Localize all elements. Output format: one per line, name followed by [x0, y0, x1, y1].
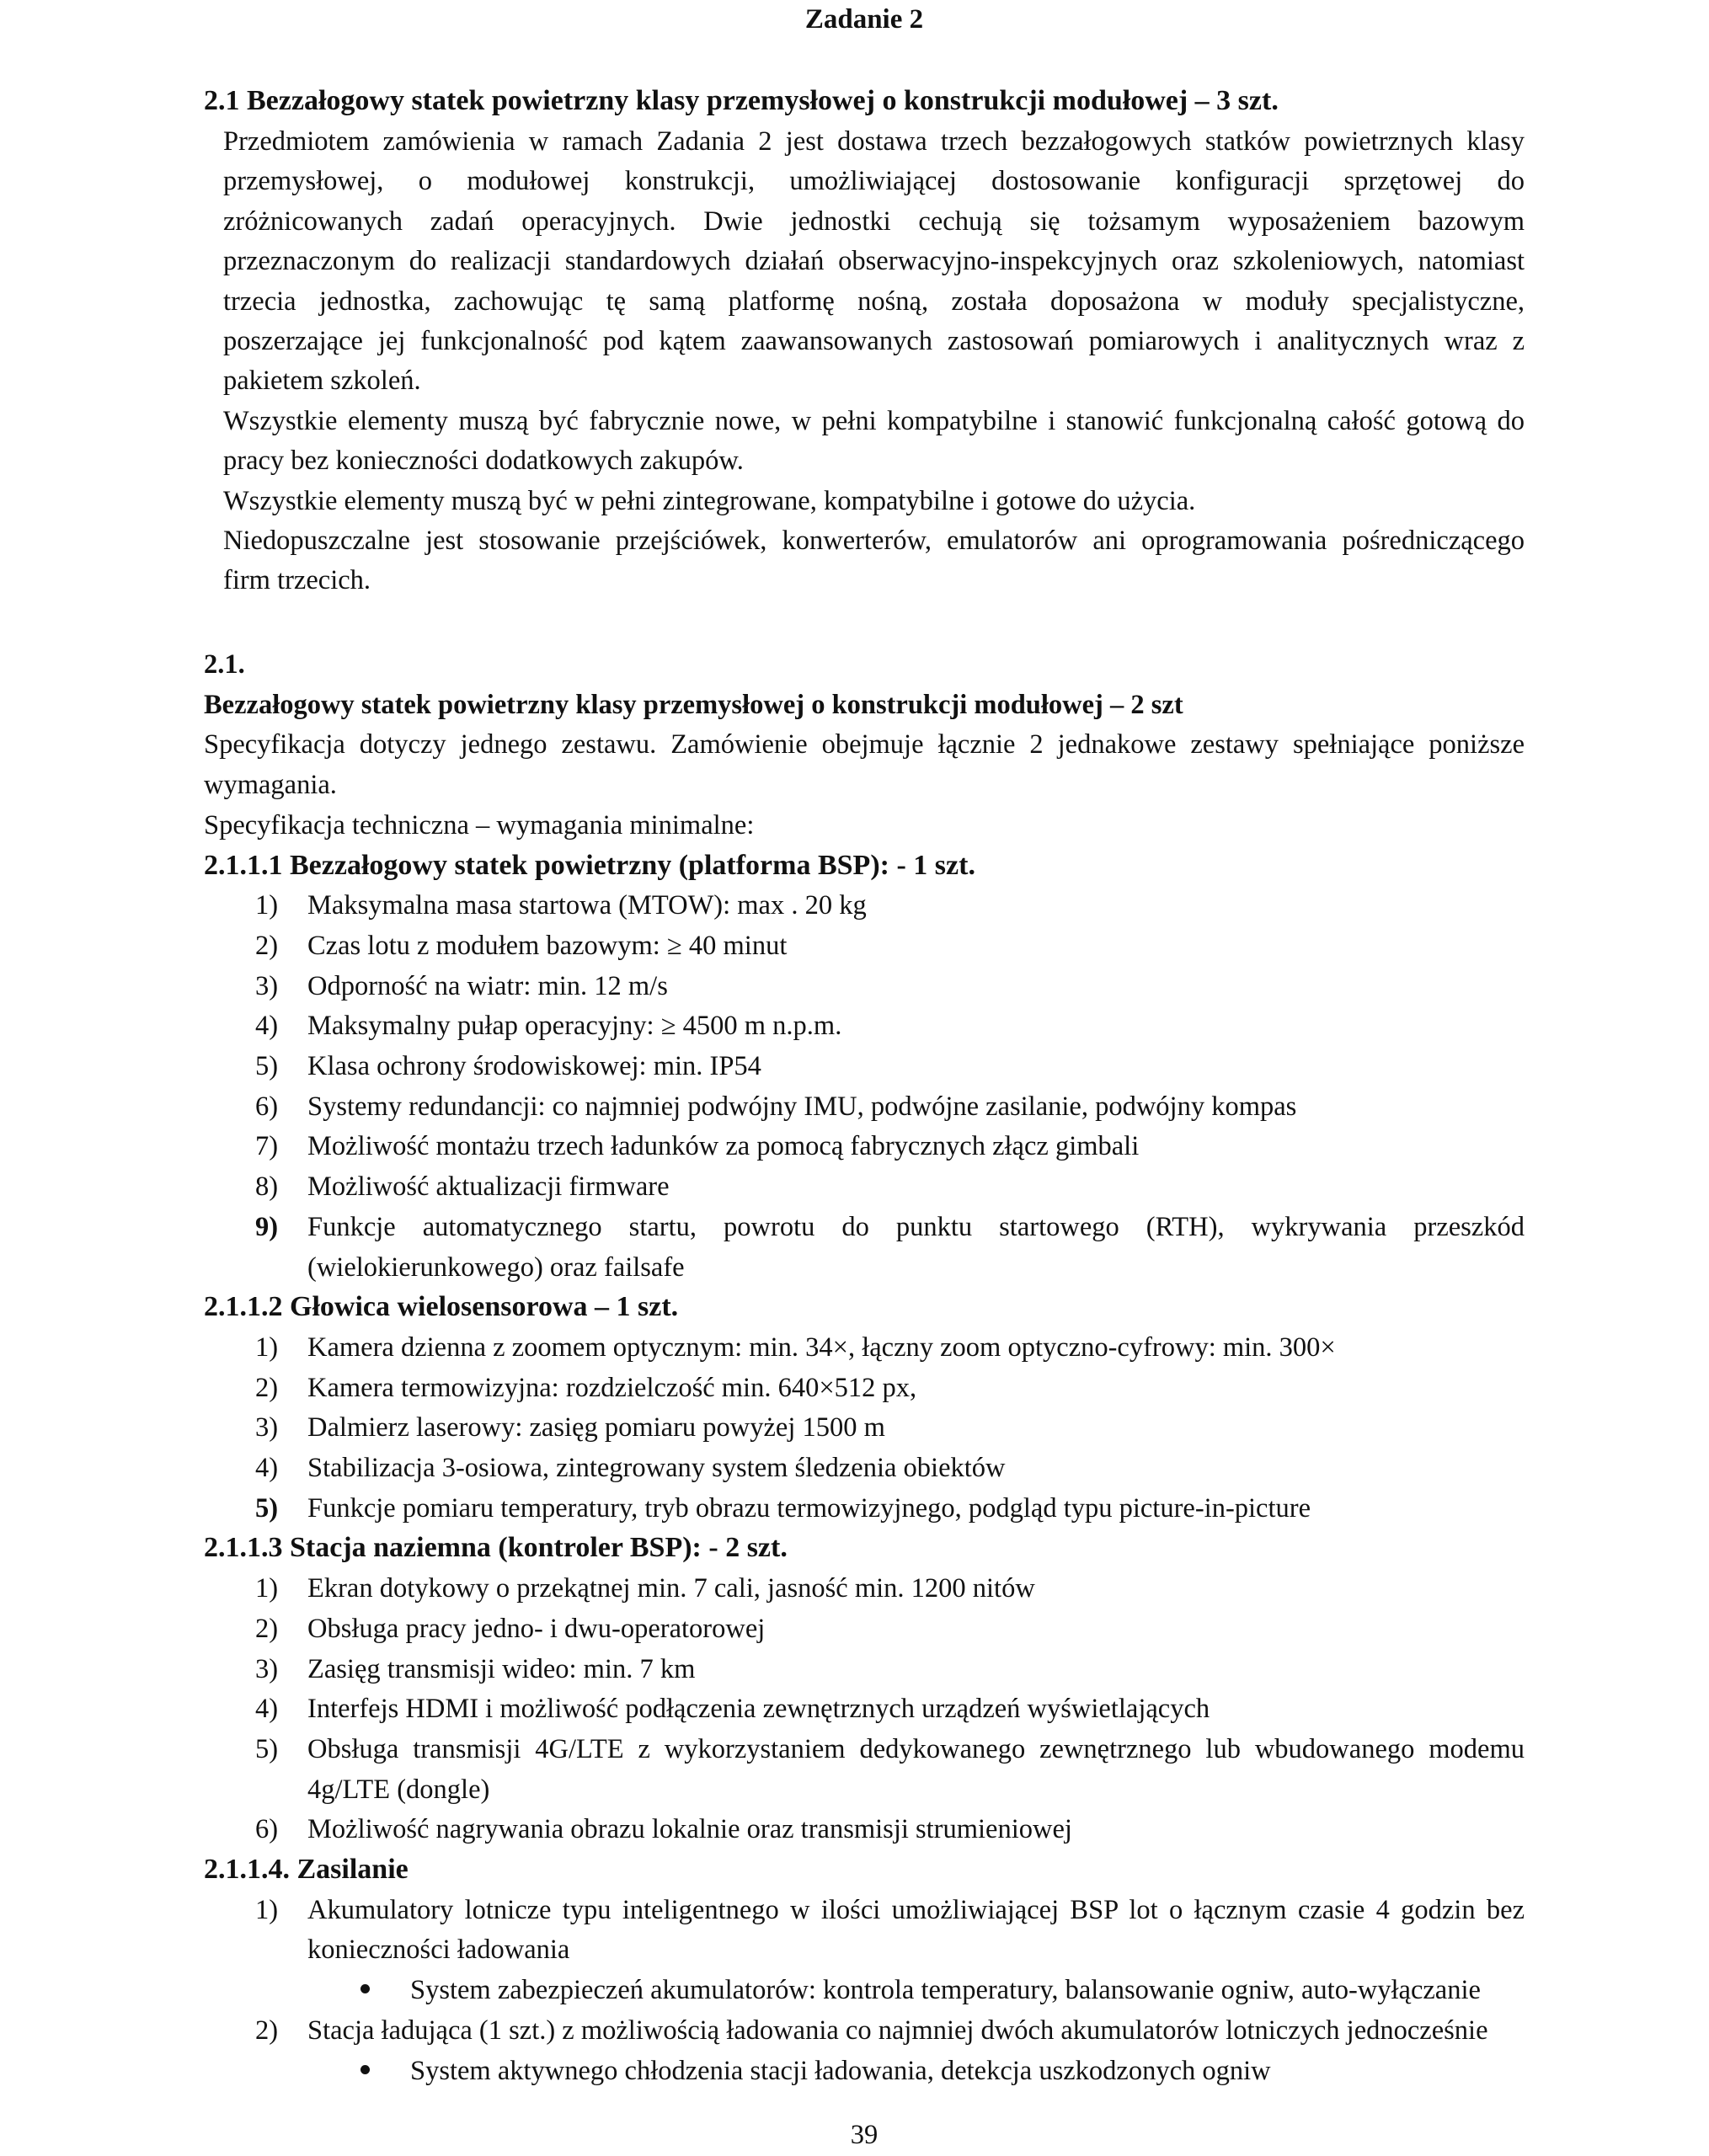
- list-item-text: Funkcje automatycznego startu, powrotu do punktu startowego (RTH), wykrywania przeszkód: [307, 1211, 1525, 1242]
- list-item-text: 4g/LTE (dongle): [307, 1774, 490, 1805]
- list-item-text: Odporność na wiatr: min. 12 m/s: [307, 970, 668, 1001]
- list-item-text: Stacja ładująca (1 szt.) z możliwością ładowania co najmniej dwóch akumulatorów lotniczych jednocześnie: [307, 2015, 1488, 2046]
- bullet-icon: [360, 1984, 370, 1993]
- list-item-number: 8): [255, 1171, 279, 1203]
- list-item-number: 3): [255, 1412, 279, 1444]
- list-item-text: konieczności ładowania: [307, 1935, 570, 1966]
- list-item-text: (wielokierunkowego) oraz failsafe: [307, 1251, 685, 1283]
- list-item-number: 4): [255, 1453, 279, 1483]
- bullet-item-text: System zabezpieczeń akumulatorów: kontrola temperatury, balansowanie ogniw, auto-wyłączanie: [410, 1975, 1481, 2006]
- intro-line: wymagania.: [204, 770, 337, 801]
- list-item-number: 1): [255, 1331, 279, 1363]
- paragraph-line: firm trzecich.: [223, 565, 371, 596]
- list-item-number: 9): [255, 1211, 279, 1242]
- list-item-number: 2): [255, 930, 279, 961]
- list-item-text: Obsługa transmisji 4G/LTE z wykorzystaniem dedykowanego zewnętrznego lub wbudowanego modemu: [307, 1733, 1525, 1764]
- list-item-text: Zasięg transmisji wideo: min. 7 km: [307, 1653, 696, 1684]
- list-item-text: Kamera dzienna z zoomem optycznym: min. 34×, łączny zoom optyczno-cyfrowy: min. 300×: [307, 1331, 1336, 1363]
- bullet-icon: [360, 2065, 370, 2074]
- list-item-number: 3): [255, 1653, 279, 1684]
- page-number: 39: [850, 2120, 879, 2150]
- list-item-text: Akumulatory lotnicze typu inteligentnego w ilości umożliwiającej BSP lot o łącznym czasie 4 godzin bez: [307, 1894, 1525, 1925]
- subsection-heading: 2.1.1.4. Zasilanie: [204, 1854, 409, 1885]
- list-item-text: Interfejs HDMI i możliwość podłączenia zewnętrznych urządzeń wyświetlających: [307, 1694, 1210, 1725]
- list-item-number: 2): [255, 1372, 279, 1403]
- page-title: Zadanie 2: [804, 4, 924, 35]
- paragraph-line: pracy bez konieczności dodatkowych zakupów.: [223, 446, 744, 477]
- paragraph-line: Wszystkie elementy muszą być fabrycznie nowe, w pełni kompatybilne i stanowić funkcjonalną całość gotową do: [223, 405, 1525, 436]
- list-item-number: 1): [255, 1894, 279, 1925]
- subsection-heading: 2.1.1.1 Bezzałogowy statek powietrzny (platforma BSP): - 1 szt.: [204, 849, 975, 881]
- subsection-heading: 2.1.1.3 Stacja naziemna (kontroler BSP): - 2 szt.: [204, 1532, 788, 1564]
- list-item-number: 6): [255, 1814, 279, 1845]
- paragraph-line: przemysłowej, o modułowej konstrukcji, umożliwiającej dostosowanie konfiguracji sprzętowej do: [223, 166, 1525, 197]
- list-item-text: Maksymalna masa startowa (MTOW): max . 20 kg: [307, 890, 867, 921]
- list-item-text: Klasa ochrony środowiskowej: min. IP54: [307, 1051, 761, 1081]
- list-item-number: 6): [255, 1091, 279, 1122]
- list-item-number: 2): [255, 2015, 279, 2046]
- list-item-number: 1): [255, 890, 279, 921]
- list-item-text: Ekran dotykowy o przekątnej min. 7 cali, jasność min. 1200 nitów: [307, 1573, 1035, 1604]
- list-item-text: Funkcje pomiaru temperatury, tryb obrazu termowizyjnego, podgląd typu picture-in-picture: [307, 1492, 1311, 1524]
- list-item-text: Możliwość aktualizacji firmware: [307, 1171, 670, 1203]
- list-item-number: 2): [255, 1613, 279, 1644]
- list-item-number: 4): [255, 1694, 279, 1725]
- paragraph-line: poszerzające jej funkcjonalność pod kątem zaawansowanych zastosowań pomiarowych i analitycznych wraz z: [223, 326, 1525, 356]
- list-item-number: 1): [255, 1573, 279, 1604]
- paragraph-line: Przedmiotem zamówienia w ramach Zadania 2 jest dostawa trzech bezzałogowych statków powietrznych klasy: [223, 126, 1525, 157]
- intro-line: Specyfikacja techniczna – wymagania minimalne:: [204, 809, 755, 841]
- list-item-text: Czas lotu z modułem bazowym: ≥ 40 minut: [307, 930, 788, 961]
- section-heading: 2.1 Bezzałogowy statek powietrzny klasy przemysłowej o konstrukcji modułowej – 3 szt.: [204, 85, 1279, 116]
- list-item-text: Systemy redundancji: co najmniej podwójny IMU, podwójne zasilanie, podwójny kompas: [307, 1091, 1297, 1122]
- list-item-text: Możliwość montażu trzech ładunków za pomocą fabrycznych złącz gimbali: [307, 1131, 1140, 1162]
- paragraph-line: pakietem szkoleń.: [223, 366, 421, 397]
- section-number: 2.1.: [204, 649, 245, 680]
- paragraph-line: przeznaczonym do realizacji standardowych działań obserwacyjno-inspekcyjnych oraz szkoleniowych, natomiast: [223, 246, 1525, 277]
- list-item-text: Obsługa pracy jedno- i dwu-operatorowej: [307, 1613, 766, 1644]
- paragraph-line: Niedopuszczalne jest stosowanie przejściówek, konwerterów, emulatorów ani oprogramowania pośredniczącego: [223, 526, 1525, 556]
- list-item-text: Maksymalny pułap operacyjny: ≥ 4500 m n.p.m.: [307, 1011, 842, 1042]
- list-item-number: 5): [255, 1051, 279, 1081]
- paragraph-line: Wszystkie elementy muszą być w pełni zintegrowane, kompatybilne i gotowe do użycia.: [223, 485, 1196, 516]
- subsection-heading: 2.1.1.2 Głowica wielosensorowa – 1 szt.: [204, 1291, 679, 1323]
- intro-line: Specyfikacja dotyczy jednego zestawu. Zamówienie obejmuje łącznie 2 jednakowe zestawy spełniające poniższe: [204, 729, 1525, 760]
- list-item-text: Stabilizacja 3-osiowa, zintegrowany system śledzenia obiektów: [307, 1453, 1006, 1483]
- list-item-number: 5): [255, 1733, 279, 1764]
- list-item-text: Kamera termowizyjna: rozdzielczość min. 640×512 px,: [307, 1372, 917, 1403]
- paragraph-line: zróżnicowanych zadań operacyjnych. Dwie jednostki cechują się tożsamym wyposażeniem bazowym: [223, 205, 1525, 237]
- bullet-item-text: System aktywnego chłodzenia stacji ładowania, detekcja uszkodzonych ogniw: [410, 2055, 1271, 2086]
- list-item-number: 4): [255, 1011, 279, 1042]
- paragraph-line: trzecia jednostka, zachowując tę samą platformę nośną, została doposażona w moduły specjalistyczne,: [223, 286, 1525, 317]
- list-item-text: Możliwość nagrywania obrazu lokalnie oraz transmisji strumieniowej: [307, 1814, 1072, 1845]
- list-item-number: 5): [255, 1492, 279, 1524]
- list-item-number: 3): [255, 970, 279, 1001]
- section-heading: Bezzałogowy statek powietrzny klasy przemysłowej o konstrukcji modułowej – 2 szt: [204, 689, 1183, 720]
- list-item-text: Dalmierz laserowy: zasięg pomiaru powyżej 1500 m: [307, 1412, 885, 1444]
- list-item-number: 7): [255, 1131, 279, 1162]
